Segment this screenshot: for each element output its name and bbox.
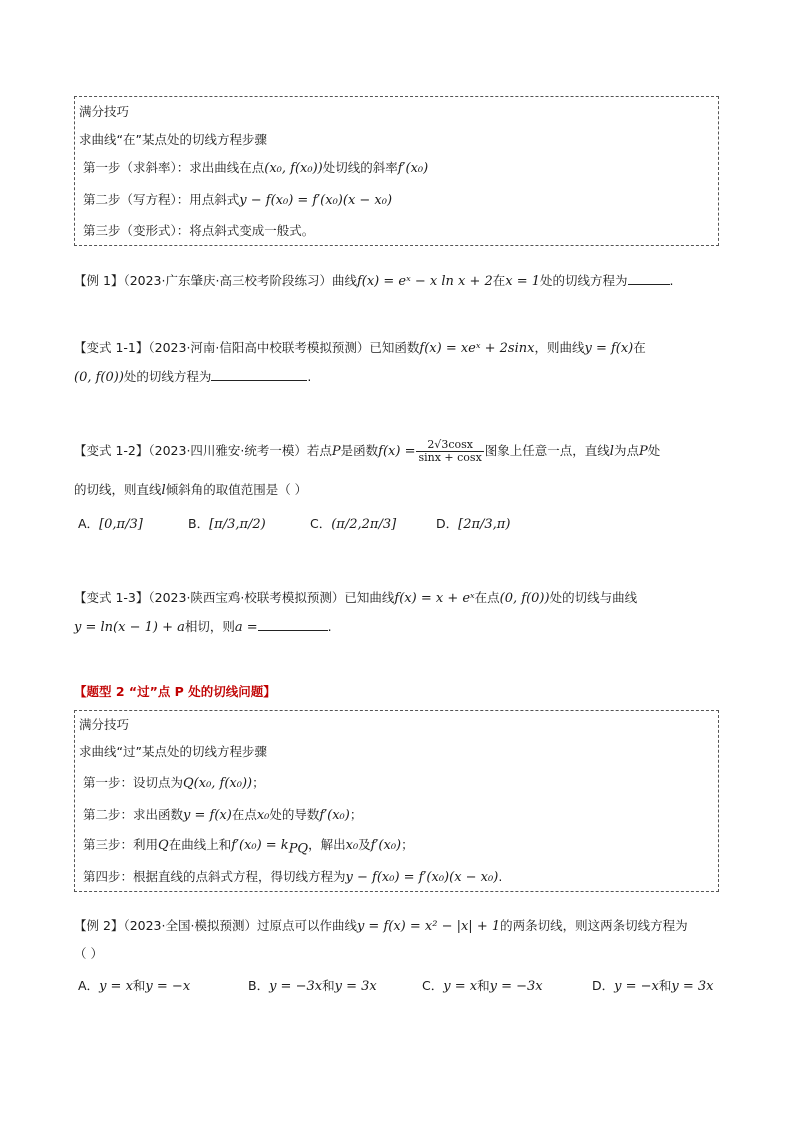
option-b[interactable]: B．[π/3,π/2) (188, 516, 266, 532)
tip-step-1: 第一步：设切点为Q(x₀, f(x₀))； (83, 775, 265, 791)
example-1: 【例 1】（2023·广东肇庆·高三校考阶段练习）曲线f(x) = eˣ − x ln x + 2在x = 1处的切线方程为 . (74, 273, 674, 289)
option-c[interactable]: C．y = x和y = −3x (422, 978, 543, 994)
answer-blank[interactable] (258, 618, 328, 631)
tip-step-4: 第四步：根据直线的点斜式方程，得切线方程为y − f(x₀) = f′(x₀)(x − x₀). (83, 869, 503, 885)
answer-blank[interactable] (211, 368, 307, 381)
tip-title: 求曲线“过”某点处的切线方程步骤 (79, 744, 267, 759)
option-d[interactable]: D．[2π/3,π) (436, 516, 511, 532)
option-a[interactable]: A．[0,π/3] (78, 516, 143, 532)
example-2-line-2: （ ） (74, 946, 103, 961)
variation-1-2-line-1: 【变式 1-2】（2023·四川雅安·统考一模）若点P是函数f(x) = $\frac{2√3\cos x}{\sin x + \cos x}$ 图象上任意一点，直线l为点P处 (74, 438, 661, 464)
example-2-line-1: 【例 2】（2023·全国·模拟预测）过原点可以作曲线y = f(x) = x² − |x| + 1的两条切线，则这两条切线方程为 (74, 918, 688, 934)
tip-step-3: 第三步：利用Q在曲线上和$f'(x_0) = k_{PQ}$，解出x₀及f′(x₀)； (83, 837, 414, 857)
tip-box-1 (74, 96, 719, 246)
tip-step-2: 第二步（写方程）：用点斜式y − f(x₀) = f′(x₀)(x − x₀) (83, 192, 393, 208)
tip-box-2 (74, 710, 719, 892)
answer-blank[interactable] (628, 272, 670, 285)
option-c[interactable]: C．(π/2,2π/3] (310, 516, 397, 532)
variation-1-3-line-1: 【变式 1-3】（2023·陕西宝鸡·校联考模拟预测）已知曲线f(x) = x + eˣ在点(0, f(0))处的切线与曲线 (74, 590, 638, 606)
variation-1-1-line-1: 【变式 1-1】（2023·河南·信阳高中校联考模拟预测）已知函数f(x) = xeˣ + 2sinx，则曲线y = f(x)在 (74, 340, 646, 356)
tip-step-3: 第三步（变形式）：将点斜式变成一般式。 (83, 223, 315, 238)
option-d[interactable]: D．y = −x和y = 3x (592, 978, 714, 994)
tip-heading: 满分技巧 (79, 104, 130, 119)
tip-step-2: 第二步：求出函数y = f(x)在点x₀处的导数f′(x₀)； (83, 807, 363, 823)
variation-1-1-line-2: (0, f(0))处的切线方程为 . (74, 369, 312, 385)
variation-1-2-line-2: 的切线，则直线l倾斜角的取值范围是（ ） (74, 482, 308, 498)
tip-step-1: 第一步（求斜率）：求出曲线在点(x₀, f(x₀))处切线的斜率f′(x₀) (83, 160, 429, 176)
option-a[interactable]: A．y = x和y = −x (78, 978, 191, 994)
fraction: $\frac{2√3\cos x}{\sin x + \cos x}$ (418, 438, 482, 464)
variation-1-3-line-2: y = ln(x − 1) + a相切，则a = . (74, 619, 332, 635)
option-b[interactable]: B．y = −3x和y = 3x (248, 978, 377, 994)
section-title: 【题型 2 “过”点 P 处的切线问题】 (74, 684, 276, 699)
tip-heading: 满分技巧 (79, 717, 130, 732)
tip-title: 求曲线“在”某点处的切线方程步骤 (79, 132, 267, 147)
